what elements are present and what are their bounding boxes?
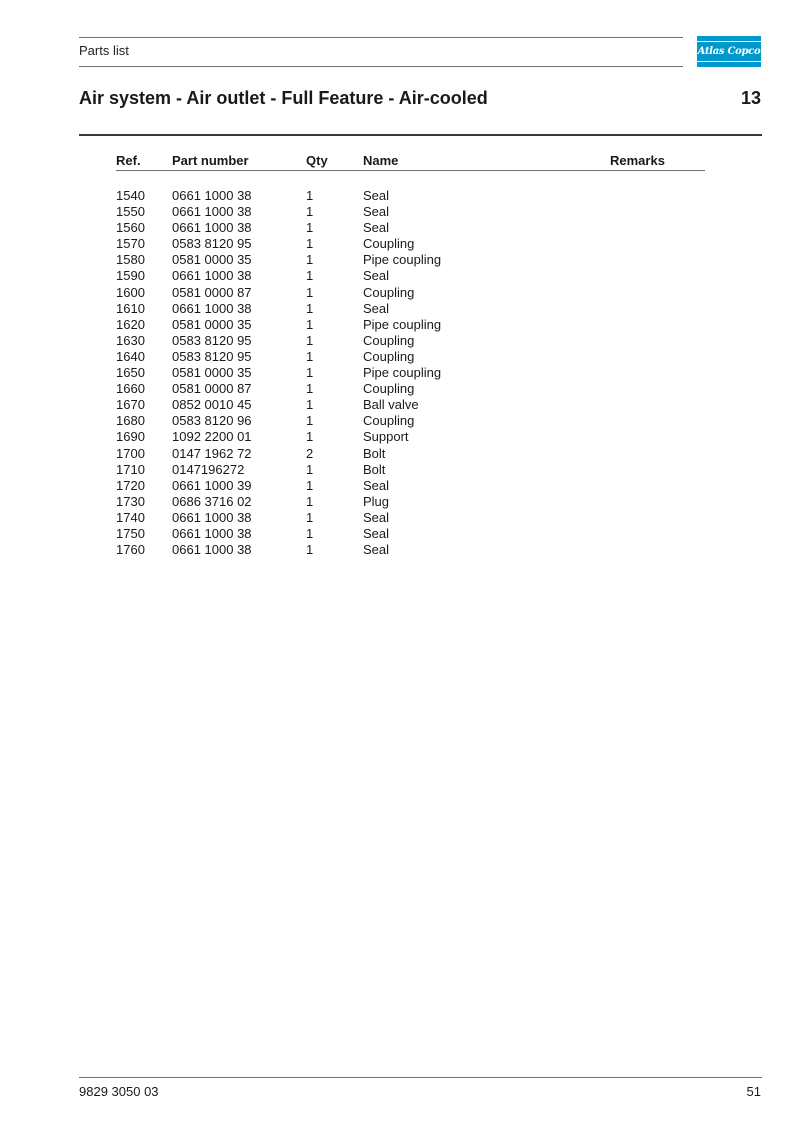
header-rule-top bbox=[79, 37, 683, 38]
page-number: 51 bbox=[746, 1084, 761, 1099]
cell-name: Coupling bbox=[363, 236, 415, 252]
cell-part-number: 0583 8120 95 bbox=[172, 332, 252, 348]
title-rule bbox=[79, 134, 762, 136]
col-header-qty: Qty bbox=[306, 153, 328, 168]
cell-name: Coupling bbox=[363, 381, 415, 397]
table-row bbox=[116, 397, 705, 413]
cell-qty: 1 bbox=[306, 365, 314, 381]
cell-part-number: 0583 8120 95 bbox=[172, 348, 252, 364]
parts-table-body bbox=[116, 188, 705, 558]
table-row bbox=[116, 542, 705, 558]
cell-part-number: 0661 1000 38 bbox=[172, 542, 252, 558]
cell-name: Pipe coupling bbox=[363, 316, 442, 332]
cell-part-number: 0686 3716 02 bbox=[172, 493, 252, 509]
cell-qty: 1 bbox=[306, 188, 314, 203]
table-row bbox=[116, 429, 705, 445]
cell-part-number: 0661 1000 38 bbox=[172, 525, 252, 541]
cell-part-number: 0661 1000 38 bbox=[172, 204, 252, 220]
cell-part-number: 0147196272 bbox=[172, 461, 245, 477]
cell-qty: 2 bbox=[306, 445, 314, 461]
cell-part-number: 0661 1000 38 bbox=[172, 300, 252, 316]
table-row bbox=[116, 188, 705, 204]
cell-qty: 1 bbox=[306, 332, 314, 348]
cell-name: Coupling bbox=[363, 284, 415, 300]
cell-qty: 1 bbox=[306, 300, 314, 316]
document-number: 9829 3050 03 bbox=[79, 1084, 159, 1099]
table-row bbox=[116, 413, 705, 429]
cell-name: Pipe coupling bbox=[363, 365, 442, 381]
table-row bbox=[116, 381, 705, 397]
cell-ref: 1750 bbox=[116, 525, 145, 541]
table-row bbox=[116, 462, 705, 478]
logo-stripe-top bbox=[697, 36, 761, 41]
table-row bbox=[116, 446, 705, 462]
cell-ref: 1670 bbox=[116, 397, 145, 413]
cell-name: Bolt bbox=[363, 445, 386, 461]
cell-part-number: 0581 0000 35 bbox=[172, 252, 252, 268]
cell-part-number: 0661 1000 38 bbox=[172, 188, 252, 203]
cell-qty: 1 bbox=[306, 542, 314, 558]
cell-name: Seal bbox=[363, 220, 390, 236]
cell-ref: 1580 bbox=[116, 252, 145, 268]
table-row bbox=[116, 333, 705, 349]
cell-ref: 1560 bbox=[116, 220, 145, 236]
cell-name: Coupling bbox=[363, 332, 415, 348]
table-row bbox=[116, 365, 705, 381]
col-header-ref: Ref. bbox=[116, 153, 141, 168]
cell-ref: 1570 bbox=[116, 236, 145, 252]
cell-name: Coupling bbox=[363, 413, 415, 429]
cell-ref: 1690 bbox=[116, 429, 145, 445]
cell-name: Seal bbox=[363, 477, 390, 493]
table-row bbox=[116, 317, 705, 333]
cell-part-number: 0583 8120 96 bbox=[172, 413, 252, 429]
cell-qty: 1 bbox=[306, 284, 314, 300]
cell-qty: 1 bbox=[306, 236, 314, 252]
chapter-number: 13 bbox=[740, 88, 761, 108]
cell-ref: 1640 bbox=[116, 348, 145, 364]
cell-part-number: 0661 1000 38 bbox=[172, 509, 252, 525]
cell-ref: 1700 bbox=[116, 445, 145, 461]
cell-ref: 1630 bbox=[116, 332, 145, 348]
table-row bbox=[116, 494, 705, 510]
cell-qty: 1 bbox=[306, 348, 314, 364]
cell-ref: 1650 bbox=[116, 365, 145, 381]
cell-name: Seal bbox=[363, 542, 390, 558]
cell-name: Support bbox=[363, 429, 409, 445]
cell-qty: 1 bbox=[306, 477, 314, 493]
col-header-remarks: Remarks bbox=[610, 153, 665, 168]
cell-qty: 1 bbox=[306, 525, 314, 541]
table-row bbox=[116, 349, 705, 365]
table-row bbox=[116, 268, 705, 284]
cell-name: Ball valve bbox=[363, 397, 419, 413]
cell-ref: 1550 bbox=[116, 204, 145, 220]
table-row bbox=[116, 204, 705, 220]
cell-ref: 1620 bbox=[116, 316, 145, 332]
cell-qty: 1 bbox=[306, 397, 314, 413]
cell-part-number: 0147 1962 72 bbox=[172, 445, 252, 461]
table-row bbox=[116, 510, 705, 526]
logo-box bbox=[697, 42, 761, 61]
cell-qty: 1 bbox=[306, 268, 314, 284]
cell-qty: 1 bbox=[306, 429, 314, 445]
cell-name: Bolt bbox=[363, 461, 386, 477]
cell-part-number: 0661 1000 38 bbox=[172, 268, 252, 284]
cell-qty: 1 bbox=[306, 493, 314, 509]
cell-name: Seal bbox=[363, 525, 390, 541]
cell-part-number: 0581 0000 87 bbox=[172, 381, 252, 397]
cell-part-number: 0661 1000 38 bbox=[172, 220, 252, 236]
cell-qty: 1 bbox=[306, 509, 314, 525]
logo-wordmark: Atlas Copco bbox=[697, 46, 761, 57]
cell-part-number: 0661 1000 39 bbox=[172, 477, 252, 493]
table-row bbox=[116, 526, 705, 542]
cell-part-number: 0581 0000 35 bbox=[172, 365, 252, 381]
col-header-name: Name bbox=[363, 153, 399, 168]
cell-qty: 1 bbox=[306, 252, 314, 268]
atlas-copco-logo bbox=[697, 36, 761, 67]
cell-qty: 1 bbox=[306, 413, 314, 429]
cell-name: Seal bbox=[363, 509, 390, 525]
cell-ref: 1710 bbox=[116, 461, 145, 477]
cell-name: Seal bbox=[363, 300, 390, 316]
cell-ref: 1720 bbox=[116, 477, 145, 493]
cell-ref: 1740 bbox=[116, 509, 145, 525]
cell-name: Seal bbox=[363, 268, 390, 284]
table-row bbox=[116, 252, 705, 268]
cell-ref: 1680 bbox=[116, 413, 145, 429]
table-row bbox=[116, 220, 705, 236]
cell-qty: 1 bbox=[306, 316, 314, 332]
cell-name: Pipe coupling bbox=[363, 252, 442, 268]
cell-ref: 1760 bbox=[116, 542, 145, 558]
cell-ref: 1590 bbox=[116, 268, 145, 284]
cell-part-number: 0581 0000 87 bbox=[172, 284, 252, 300]
cell-part-number: 0583 8120 95 bbox=[172, 236, 252, 252]
cell-part-number: 1092 2200 01 bbox=[172, 429, 252, 445]
table-row bbox=[116, 236, 705, 252]
table-row bbox=[116, 478, 705, 494]
cell-qty: 1 bbox=[306, 220, 314, 236]
header-rule-bottom bbox=[79, 66, 683, 67]
cell-qty: 1 bbox=[306, 204, 314, 220]
logo-stripe-bottom bbox=[697, 62, 761, 67]
cell-part-number: 0581 0000 35 bbox=[172, 316, 252, 332]
cell-ref: 1730 bbox=[116, 493, 145, 509]
cell-name: Plug bbox=[363, 493, 390, 509]
parts-table-header bbox=[116, 152, 705, 171]
page-title: Air system - Air outlet - Full Feature - Air-cooled bbox=[79, 88, 488, 108]
table-row bbox=[116, 301, 705, 317]
cell-ref: 1600 bbox=[116, 284, 145, 300]
cell-qty: 1 bbox=[306, 461, 314, 477]
col-header-part-number: Part number bbox=[172, 153, 249, 168]
cell-name: Seal bbox=[363, 204, 390, 220]
cell-qty: 1 bbox=[306, 381, 314, 397]
cell-name: Coupling bbox=[363, 348, 415, 364]
table-row bbox=[116, 285, 705, 301]
footer-rule bbox=[79, 1077, 762, 1078]
cell-name: Seal bbox=[363, 188, 390, 203]
section-label: Parts list bbox=[79, 43, 129, 58]
cell-ref: 1660 bbox=[116, 381, 145, 397]
cell-ref: 1610 bbox=[116, 300, 145, 316]
cell-ref: 1540 bbox=[116, 188, 145, 203]
cell-part-number: 0852 0010 45 bbox=[172, 397, 252, 413]
